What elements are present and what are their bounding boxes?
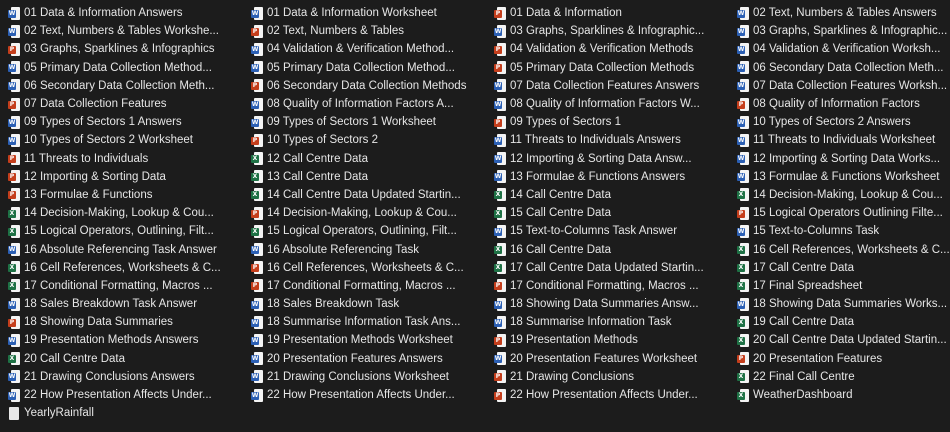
word-document-icon: W [737, 170, 749, 183]
file-item-17-call-centre-data[interactable] [737, 259, 923, 277]
file-item-07-data-collection-features-worksh[interactable] [737, 77, 948, 95]
file-item-03-graphs-sparklines-infographic[interactable] [494, 22, 737, 40]
powerpoint-presentation-icon: P [737, 352, 749, 365]
file-item-yearlyrainfall[interactable] [8, 404, 251, 422]
file-item-17-final-spreadsheet[interactable] [737, 277, 923, 295]
file-item-20-presentation-features-answers[interactable] [251, 350, 494, 368]
file-item-02-text-numbers-tables[interactable] [251, 22, 494, 40]
file-item-05-primary-data-collection-method[interactable] [251, 59, 494, 77]
file-label: 20 Presentation Features Worksheet [510, 352, 698, 365]
file-label: 12 Importing & Sorting Data Works... [753, 152, 941, 165]
file-label: 15 Logical Operators, Outlining, Filt... [24, 225, 214, 238]
excel-workbook-icon: X [251, 152, 263, 165]
file-label: 18 Sales Breakdown Task Answer [24, 298, 198, 311]
file-item-20-presentation-features-worksheet[interactable] [494, 350, 737, 368]
file-label: 04 Validation & Verification Methods [510, 43, 694, 56]
file-item-09-types-of-sectors-1-answers[interactable] [8, 113, 251, 131]
file-item-17-conditional-formatting-macros[interactable] [251, 277, 494, 295]
word-document-icon: W [251, 298, 263, 311]
file-label: 22 How Presentation Affects Under... [510, 389, 698, 402]
powerpoint-presentation-icon: P [8, 152, 20, 165]
file-label: 21 Drawing Conclusions Answers [24, 370, 195, 383]
word-document-icon: W [251, 116, 263, 129]
file-label: 16 Cell References, Worksheets & C... [24, 261, 221, 274]
file-item-16-absolute-referencing-task[interactable] [251, 240, 494, 258]
file-label: YearlyRainfall [24, 407, 94, 420]
file-label: 09 Types of Sectors 1 Answers [24, 116, 182, 129]
word-document-icon: W [8, 61, 20, 74]
file-item-20-call-centre-data[interactable] [8, 350, 251, 368]
file-item-18-summarise-information-task-ans[interactable] [251, 313, 494, 331]
file-label: 16 Absolute Referencing Task Answer [24, 243, 217, 256]
powerpoint-presentation-icon: P [251, 25, 263, 38]
file-item-12-importing-sorting-data[interactable] [8, 168, 251, 186]
powerpoint-presentation-icon: P [737, 98, 749, 111]
file-column-2 [251, 4, 494, 432]
file-label: 05 Primary Data Collection Methods [510, 61, 695, 74]
file-label: 17 Call Centre Data [753, 261, 854, 274]
file-label: 11 Threats to Individuals [24, 152, 149, 165]
word-document-icon: W [737, 298, 749, 311]
file-item-22-how-presentation-affects-under[interactable] [251, 386, 494, 404]
word-document-icon: W [8, 116, 20, 129]
file-item-09-types-of-sectors-1-worksheet[interactable] [251, 113, 494, 131]
file-item-16-absolute-referencing-task-answer[interactable] [8, 240, 251, 258]
file-item-14-call-centre-data-updated-startin[interactable] [251, 186, 494, 204]
word-document-icon: W [8, 79, 20, 92]
file-item-08-quality-of-information-factors-w[interactable] [494, 95, 737, 113]
excel-workbook-icon: X [251, 188, 263, 201]
file-label: 21 Drawing Conclusions Worksheet [267, 370, 449, 383]
file-label: 15 Call Centre Data [510, 207, 611, 220]
file-label: 11 Threats to Individuals Worksheet [753, 134, 936, 147]
file-label: 18 Summarise Information Task Ans... [267, 316, 461, 329]
word-document-icon: W [251, 43, 263, 56]
file-item-08-quality-of-information-factors-a[interactable] [251, 95, 494, 113]
file-label: 19 Presentation Methods Answers [24, 334, 199, 347]
file-item-10-types-of-sectors-2[interactable] [251, 131, 494, 149]
word-document-icon: W [737, 25, 749, 38]
file-item-22-final-call-centre[interactable] [737, 368, 923, 386]
powerpoint-presentation-icon: P [251, 261, 263, 274]
file-item-20-presentation-features[interactable] [737, 350, 923, 368]
file-item-05-primary-data-collection-method[interactable] [8, 59, 251, 77]
file-item-10-types-of-sectors-2-answers[interactable] [737, 113, 923, 131]
excel-workbook-icon: X [494, 188, 506, 201]
word-document-icon: W [251, 316, 263, 329]
file-item-19-presentation-methods-worksheet[interactable] [251, 331, 494, 349]
file-item-15-call-centre-data[interactable] [494, 204, 737, 222]
file-item-13-formulae-functions-answers[interactable] [494, 168, 737, 186]
word-document-icon: W [737, 7, 749, 20]
file-item-20-call-centre-data-updated-startin[interactable] [737, 331, 947, 349]
file-label: 17 Conditional Formatting, Macros ... [24, 279, 213, 292]
excel-workbook-icon: X [737, 389, 749, 402]
file-label: 12 Importing & Sorting Data [24, 170, 166, 183]
file-label: 15 Text-to-Columns Task Answer [510, 225, 678, 238]
file-label: 06 Secondary Data Collection Methods [267, 79, 467, 92]
file-item-18-sales-breakdown-task-answer[interactable] [8, 295, 251, 313]
file-item-19-presentation-methods[interactable] [494, 331, 737, 349]
file-item-07-data-collection-features[interactable] [8, 95, 251, 113]
word-document-icon: W [8, 334, 20, 347]
file-label: 16 Cell References, Worksheets & C... [753, 243, 950, 256]
file-item-22-how-presentation-affects-under[interactable] [494, 386, 737, 404]
file-label: 08 Quality of Information Factors [753, 98, 920, 111]
file-item-17-conditional-formatting-macros[interactable] [8, 277, 251, 295]
file-item-11-threats-to-individuals[interactable] [8, 150, 251, 168]
file-label: 14 Decision-Making, Lookup & Cou... [267, 207, 457, 220]
file-label: 04 Validation & Verification Method... [267, 43, 455, 56]
file-label: 09 Types of Sectors 1 [510, 116, 622, 129]
word-document-icon: W [251, 334, 263, 347]
file-label: 16 Absolute Referencing Task [267, 243, 419, 256]
word-document-icon: W [251, 243, 263, 256]
file-label: 13 Formulae & Functions Worksheet [753, 170, 940, 183]
excel-workbook-icon: X [737, 316, 749, 329]
file-label: 03 Graphs, Sparklines & Infographics [24, 43, 215, 56]
word-document-icon: W [8, 25, 20, 38]
file-item-04-validation-verification-method[interactable] [251, 40, 494, 58]
file-item-03-graphs-sparklines-infographic[interactable] [737, 22, 948, 40]
file-item-16-call-centre-data[interactable] [494, 240, 737, 258]
file-label: 10 Types of Sectors 2 Worksheet [24, 134, 193, 147]
file-item-14-decision-making-lookup-cou[interactable] [737, 186, 943, 204]
excel-workbook-icon: X [8, 207, 20, 220]
file-label: 18 Showing Data Summaries Answ... [510, 298, 699, 311]
file-label: 17 Call Centre Data Updated Startin... [510, 261, 704, 274]
file-item-04-validation-verification-methods[interactable] [494, 40, 737, 58]
file-item-13-formulae-functions[interactable] [8, 186, 251, 204]
word-document-icon: W [251, 7, 263, 20]
powerpoint-presentation-icon: P [8, 43, 20, 56]
file-item-11-threats-to-individuals-answers[interactable] [494, 131, 737, 149]
excel-workbook-icon: X [737, 334, 749, 347]
file-item-19-presentation-methods-answers[interactable] [8, 331, 251, 349]
file-item-18-showing-data-summaries-answ[interactable] [494, 295, 737, 313]
file-label: 10 Types of Sectors 2 Answers [753, 116, 911, 129]
word-document-icon: W [494, 352, 506, 365]
generic-file-icon [8, 407, 20, 420]
file-item-11-threats-to-individuals-worksheet[interactable] [737, 131, 936, 149]
excel-workbook-icon: X [8, 261, 20, 274]
powerpoint-presentation-icon: P [251, 279, 263, 292]
file-label: 07 Data Collection Features [24, 98, 167, 111]
powerpoint-presentation-icon: P [494, 389, 506, 402]
file-label: 20 Presentation Features Answers [267, 352, 443, 365]
file-label: 22 Final Call Centre [753, 370, 855, 383]
word-document-icon: W [494, 152, 506, 165]
word-document-icon: W [494, 170, 506, 183]
file-label: 01 Data & Information Answers [24, 7, 183, 20]
file-item-06-secondary-data-collection-meth[interactable] [737, 59, 944, 77]
file-label: 19 Call Centre Data [753, 316, 854, 329]
file-label: 18 Showing Data Summaries Works... [753, 298, 948, 311]
excel-workbook-icon: X [494, 243, 506, 256]
powerpoint-presentation-icon: P [8, 188, 20, 201]
file-label: 13 Formulae & Functions [24, 188, 153, 201]
file-item-05-primary-data-collection-methods[interactable] [494, 59, 737, 77]
file-item-14-call-centre-data[interactable] [494, 186, 737, 204]
file-label: 15 Logical Operators Outlining Filte... [753, 207, 943, 220]
excel-workbook-icon: X [8, 279, 20, 292]
file-item-18-sales-breakdown-task[interactable] [251, 295, 494, 313]
powerpoint-presentation-icon: P [494, 116, 506, 129]
file-label: 05 Primary Data Collection Method... [24, 61, 212, 74]
powerpoint-presentation-icon: P [494, 7, 506, 20]
file-item-02-text-numbers-tables-answers[interactable] [737, 4, 937, 22]
excel-workbook-icon: X [8, 225, 20, 238]
file-label: 17 Conditional Formatting, Macros ... [510, 279, 699, 292]
file-column-4 [737, 4, 950, 432]
file-item-21-drawing-conclusions-worksheet[interactable] [251, 368, 494, 386]
file-label: 14 Decision-Making, Lookup & Cou... [24, 207, 214, 220]
file-label: 18 Summarise Information Task [510, 316, 672, 329]
file-item-02-text-numbers-tables-workshe[interactable] [8, 22, 251, 40]
word-document-icon: W [494, 316, 506, 329]
file-item-12-importing-sorting-data-works[interactable] [737, 150, 941, 168]
file-item-10-types-of-sectors-2-worksheet[interactable] [8, 131, 251, 149]
word-document-icon: W [251, 370, 263, 383]
excel-workbook-icon: X [251, 170, 263, 183]
file-label: 20 Call Centre Data [24, 352, 125, 365]
word-document-icon: W [494, 298, 506, 311]
word-document-icon: W [494, 98, 506, 111]
file-label: 01 Data & Information Worksheet [267, 7, 437, 20]
file-item-06-secondary-data-collection-methods[interactable] [251, 77, 494, 95]
word-document-icon: W [494, 25, 506, 38]
powerpoint-presentation-icon: P [494, 61, 506, 74]
powerpoint-presentation-icon: P [251, 134, 263, 147]
file-label: 19 Presentation Methods [510, 334, 638, 347]
file-item-04-validation-verification-worksh[interactable] [737, 40, 941, 58]
word-document-icon: W [8, 7, 20, 20]
file-label: 02 Text, Numbers & Tables Answers [753, 7, 937, 20]
file-item-14-decision-making-lookup-cou[interactable] [8, 204, 251, 222]
file-item-22-how-presentation-affects-under[interactable] [8, 386, 251, 404]
word-document-icon: W [8, 370, 20, 383]
file-label: 18 Sales Breakdown Task [267, 298, 400, 311]
powerpoint-presentation-icon: P [8, 98, 20, 111]
file-item-21-drawing-conclusions[interactable] [494, 368, 737, 386]
word-document-icon: W [251, 389, 263, 402]
file-item-19-call-centre-data[interactable] [737, 313, 923, 331]
file-label: 08 Quality of Information Factors A... [267, 98, 454, 111]
file-label: 08 Quality of Information Factors W... [510, 98, 700, 111]
word-document-icon: W [494, 79, 506, 92]
file-item-15-logical-operators-outlining-filt[interactable] [251, 222, 494, 240]
file-label: 11 Threats to Individuals Answers [510, 134, 681, 147]
file-item-16-cell-references-worksheets-c[interactable] [251, 259, 494, 277]
excel-workbook-icon: X [737, 243, 749, 256]
file-label: 17 Conditional Formatting, Macros ... [267, 279, 456, 292]
word-document-icon: W [737, 79, 749, 92]
file-column-3 [494, 4, 737, 432]
file-item-15-text-to-columns-task-answer[interactable] [494, 222, 737, 240]
file-item-17-call-centre-data-updated-startin[interactable] [494, 259, 737, 277]
powerpoint-presentation-icon: P [494, 370, 506, 383]
file-item-14-decision-making-lookup-cou[interactable] [251, 204, 494, 222]
file-label: 14 Call Centre Data Updated Startin... [267, 188, 461, 201]
word-document-icon: W [8, 298, 20, 311]
word-document-icon: W [251, 352, 263, 365]
file-item-12-importing-sorting-data-answ[interactable] [494, 150, 737, 168]
file-label: 07 Data Collection Features Worksh... [753, 79, 948, 92]
file-item-07-data-collection-features-answers[interactable] [494, 77, 737, 95]
word-document-icon: W [737, 116, 749, 129]
file-item-15-logical-operators-outlining-filt[interactable] [8, 222, 251, 240]
file-label: 14 Decision-Making, Lookup & Cou... [753, 188, 943, 201]
powerpoint-presentation-icon: P [8, 170, 20, 183]
word-document-icon: W [8, 134, 20, 147]
file-label: 14 Call Centre Data [510, 188, 611, 201]
powerpoint-presentation-icon: P [737, 207, 749, 220]
file-label: 02 Text, Numbers & Tables Workshe... [24, 25, 219, 38]
file-label: 16 Call Centre Data [510, 243, 611, 256]
file-item-03-graphs-sparklines-infographics[interactable] [8, 40, 251, 58]
word-document-icon: W [8, 389, 20, 402]
file-label: 22 How Presentation Affects Under... [24, 389, 212, 402]
file-item-12-call-centre-data[interactable] [251, 150, 494, 168]
excel-workbook-icon: X [494, 207, 506, 220]
file-label: 10 Types of Sectors 2 [267, 134, 379, 147]
excel-workbook-icon: X [737, 261, 749, 274]
powerpoint-presentation-icon: P [494, 334, 506, 347]
file-item-16-cell-references-worksheets-c[interactable] [8, 259, 251, 277]
file-label: 13 Call Centre Data [267, 170, 368, 183]
word-document-icon: W [737, 43, 749, 56]
file-label: 20 Presentation Features [753, 352, 883, 365]
word-document-icon: W [737, 225, 749, 238]
file-label: 09 Types of Sectors 1 Worksheet [267, 116, 436, 129]
file-label: 22 How Presentation Affects Under... [267, 389, 455, 402]
file-label: 13 Formulae & Functions Answers [510, 170, 686, 183]
file-label: WeatherDashboard [753, 389, 853, 402]
file-label: 03 Graphs, Sparklines & Infographic... [510, 25, 705, 38]
file-item-16-cell-references-worksheets-c[interactable] [737, 240, 950, 258]
file-item-18-showing-data-summaries[interactable] [8, 313, 251, 331]
file-item-01-data-information-worksheet[interactable] [251, 4, 494, 22]
file-item-13-formulae-functions-worksheet[interactable] [737, 168, 940, 186]
powerpoint-presentation-icon: P [8, 316, 20, 329]
file-label: 20 Call Centre Data Updated Startin... [753, 334, 947, 347]
file-column-1 [8, 4, 251, 432]
excel-workbook-icon: X [737, 370, 749, 383]
excel-workbook-icon: X [8, 352, 20, 365]
file-item-01-data-information-answers[interactable] [8, 4, 251, 22]
file-item-17-conditional-formatting-macros[interactable] [494, 277, 737, 295]
file-item-18-summarise-information-task[interactable] [494, 313, 737, 331]
file-item-13-call-centre-data[interactable] [251, 168, 494, 186]
file-label: 12 Call Centre Data [267, 152, 368, 165]
file-label: 04 Validation & Verification Worksh... [753, 43, 941, 56]
file-item-01-data-information[interactable] [494, 4, 737, 22]
file-label: 18 Showing Data Summaries [24, 316, 173, 329]
file-label: 19 Presentation Methods Worksheet [267, 334, 453, 347]
word-document-icon: W [737, 152, 749, 165]
word-document-icon: W [251, 61, 263, 74]
word-document-icon: W [494, 225, 506, 238]
powerpoint-presentation-icon: P [251, 207, 263, 220]
file-label: 16 Cell References, Worksheets & C... [267, 261, 464, 274]
file-label: 05 Primary Data Collection Method... [267, 61, 455, 74]
word-document-icon: W [737, 61, 749, 74]
excel-workbook-icon: X [251, 225, 263, 238]
excel-workbook-icon: X [494, 261, 506, 274]
file-item-06-secondary-data-collection-meth[interactable] [8, 77, 251, 95]
file-label: 15 Logical Operators, Outlining, Filt... [267, 225, 457, 238]
file-item-weatherdashboard[interactable] [737, 386, 923, 404]
file-item-15-logical-operators-outlining-filte[interactable] [737, 204, 943, 222]
file-item-09-types-of-sectors-1[interactable] [494, 113, 737, 131]
file-label: 21 Drawing Conclusions [510, 370, 635, 383]
excel-workbook-icon: X [737, 188, 749, 201]
powerpoint-presentation-icon: P [494, 279, 506, 292]
file-item-15-text-to-columns-task[interactable] [737, 222, 923, 240]
powerpoint-presentation-icon: P [494, 43, 506, 56]
word-document-icon: W [251, 98, 263, 111]
file-label: 17 Final Spreadsheet [753, 279, 863, 292]
file-item-18-showing-data-summaries-works[interactable] [737, 295, 948, 313]
excel-workbook-icon: X [737, 279, 749, 292]
file-label: 06 Secondary Data Collection Meth... [24, 79, 215, 92]
word-document-icon: W [494, 134, 506, 147]
word-document-icon: W [737, 134, 749, 147]
file-label: 01 Data & Information [510, 7, 622, 20]
file-label: 15 Text-to-Columns Task [753, 225, 880, 238]
file-label: 12 Importing & Sorting Data Answ... [510, 152, 692, 165]
file-label: 07 Data Collection Features Answers [510, 79, 700, 92]
word-document-icon: W [8, 243, 20, 256]
file-label: 03 Graphs, Sparklines & Infographic... [753, 25, 948, 38]
file-label: 02 Text, Numbers & Tables [267, 25, 405, 38]
file-label: 06 Secondary Data Collection Meth... [753, 61, 944, 74]
file-item-21-drawing-conclusions-answers[interactable] [8, 368, 251, 386]
powerpoint-presentation-icon: P [251, 79, 263, 92]
file-item-08-quality-of-information-factors[interactable] [737, 95, 923, 113]
